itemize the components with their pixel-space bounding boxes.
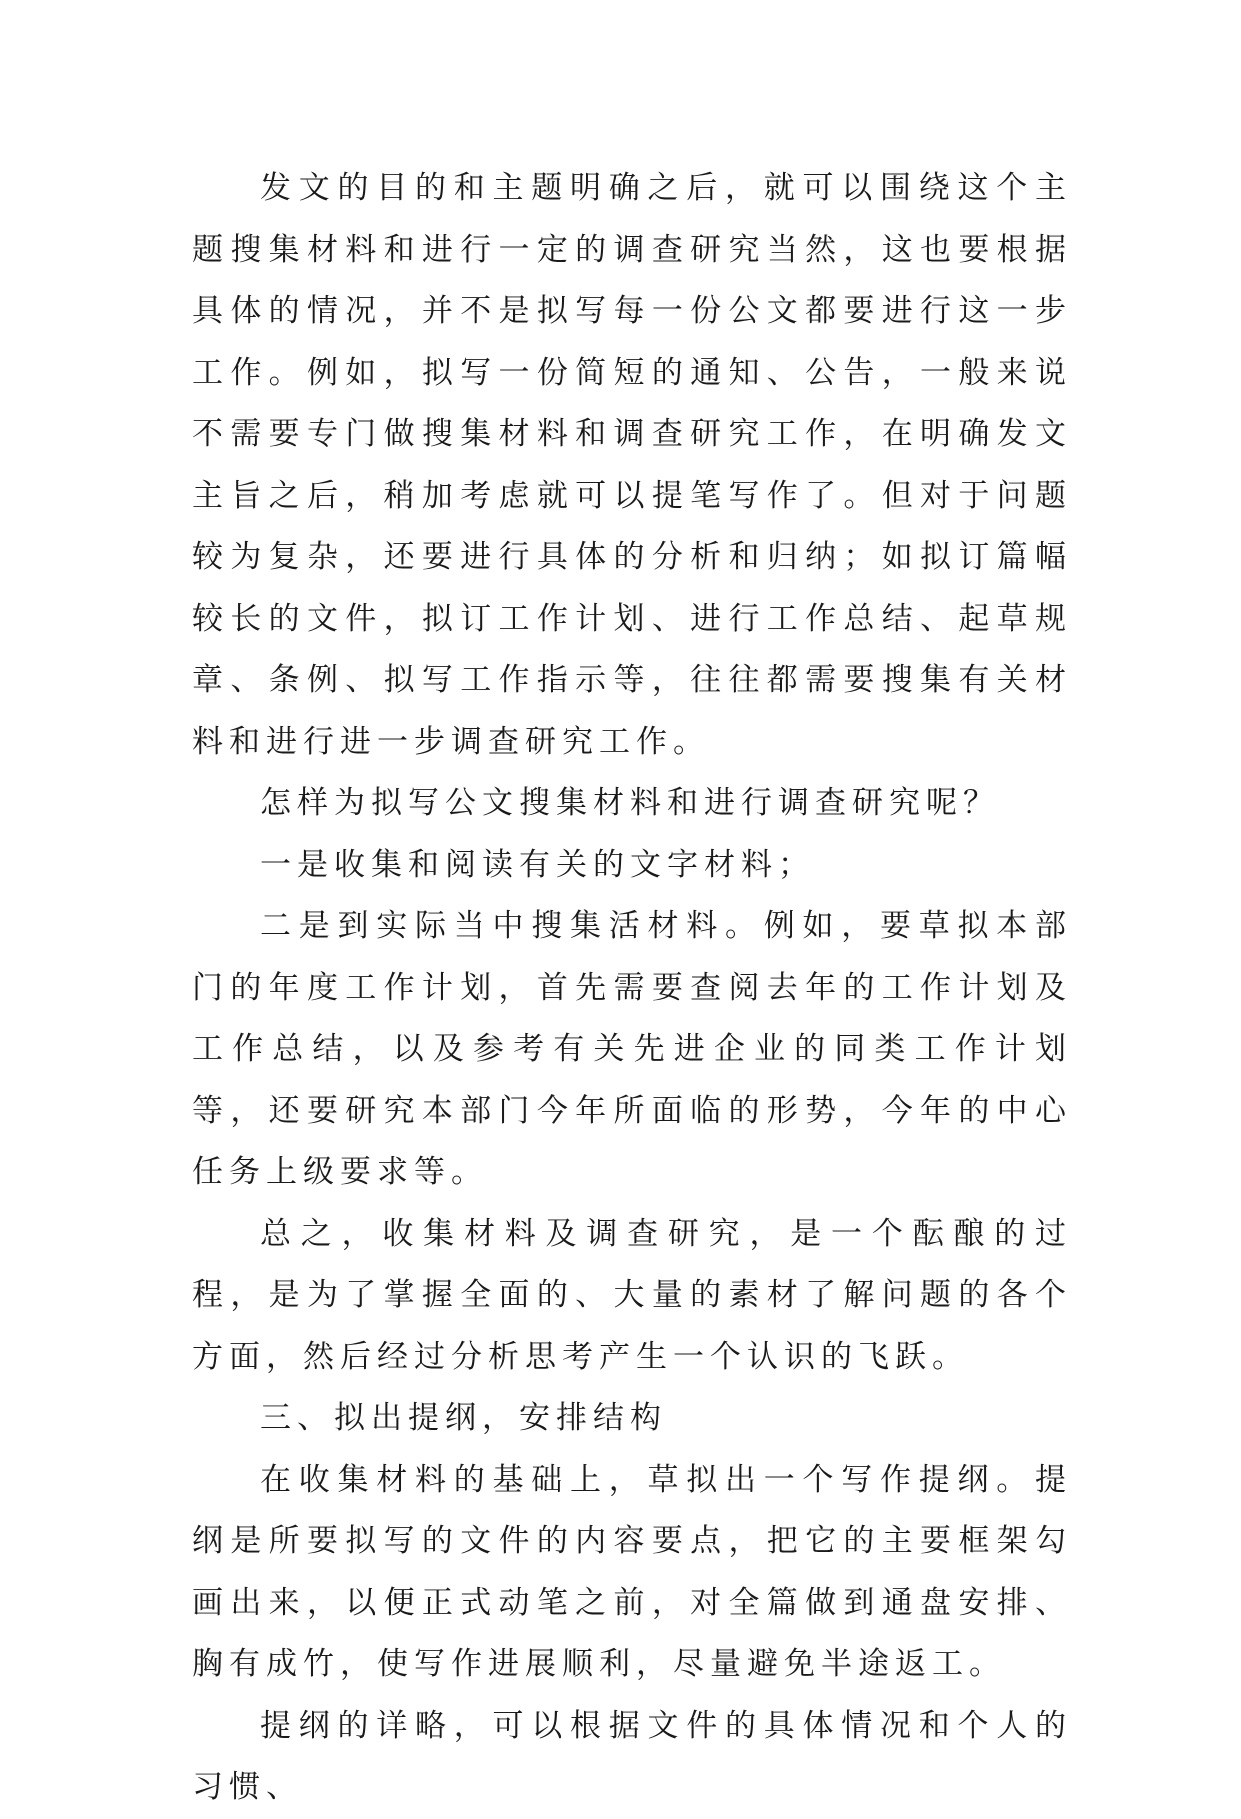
paragraph-4: 二是到实际当中搜集活材料。例如，要草拟本部门的年度工作计划，首先需要查阅去年的工作计划及工作总结，以及参考有关先进企业的同类工作计划等，还要研究本部门今年所面临的形势，今年的中心任务上级要求等。 — [192, 908, 1072, 1190]
paragraph-1: 发文的目的和主题明确之后，就可以围绕这个主题搜集材料和进行一定的调查研究当然，这也要根据具体的情况，并不是拟写每一份公文都要进行这一步工作。例如，拟写一份简短的通知、公告，一般来说不需要专门做搜集材料和调查研究工作，在明确发文主旨之后，稍加考虑就可以提笔写作了。但对于问题较为复杂，还要进行具体的分析和归纳；如拟订篇幅较长的文件，拟订工作计划、进行工作总结、起草规章、条例、拟写工作指示等，往往都需要搜集有关材料和进行进一步调查研究工作。 — [192, 170, 1072, 760]
section-heading: 三、拟出提纲，安排结构 — [260, 1400, 667, 1436]
paragraph-7: 在收集材料的基础上，草拟出一个写作提纲。提纲是所要拟写的文件的内容要点，把它的主要框架勾画出来，以便正式动笔之前，对全篇做到通盘安排、胸有成竹，使写作进展顺利，尽量避免半途返工。 — [192, 1461, 1072, 1682]
document-body — [192, 158, 1072, 1819]
paragraph-5: 总之，收集材料及调查研究，是一个酝酿的过程，是为了掌握全面的、大量的素材了解问题的各个方面，然后经过分析思考产生一个认识的飞跃。 — [192, 1215, 1072, 1375]
paragraph-2: 怎样为拟写公文搜集材料和进行调查研究呢？ — [260, 785, 1000, 821]
paragraph-8: 提纲的详略，可以根据文件的具体情况和个人的习惯、 — [192, 1707, 1072, 1805]
paragraph-3: 一是收集和阅读有关的文字材料； — [260, 846, 815, 883]
